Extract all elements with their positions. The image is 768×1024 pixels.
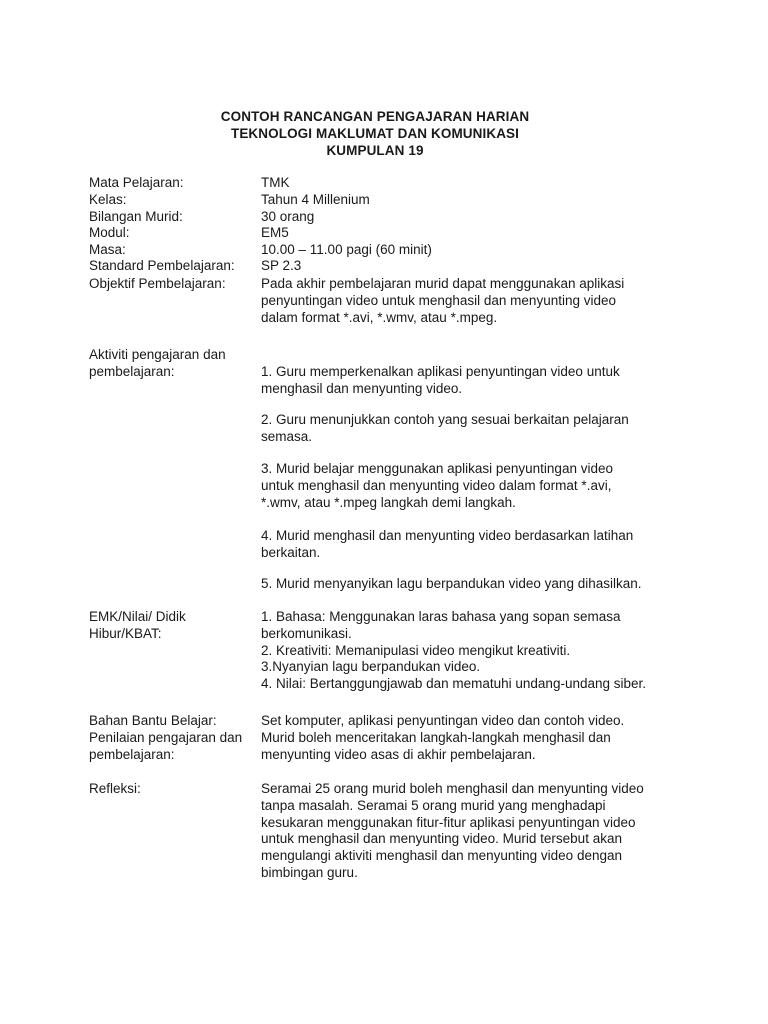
title-line-3: KUMPULAN 19 <box>326 143 424 158</box>
mata-pelajaran-label: Mata Pelajaran: <box>89 175 184 190</box>
refleksi-value: Seramai 25 orang murid boleh menghasil dan menyunting video tanpa masalah. Seramai 5 orang murid yang menghadapi kesukaran menggunakan fitur-fitur aplikasi penyuntingan video untuk menghasil dan menyunting video. Murid tersebut akan mengulangi aktiviti menghasil dan menyunting video dengan bimbingan guru. <box>261 781 644 880</box>
refleksi-label: Refleksi: <box>89 781 141 796</box>
modul-value: EM5 <box>261 225 289 240</box>
masa-value: 10.00 – 11.00 pagi (60 minit) <box>261 242 432 257</box>
bilangan-murid-label: Bilangan Murid: <box>89 209 183 224</box>
document-title <box>0 108 750 159</box>
objektif-label: Objektif Pembelajaran: <box>89 276 226 291</box>
aktiviti-step-4-text: 4. Murid menghasil dan menyunting video berdasarkan latihan berkaitan. <box>261 528 634 560</box>
kelas-label: Kelas: <box>89 192 127 207</box>
emk-label: EMK/Nilai/ Didik Hibur/KBAT: <box>89 609 186 641</box>
masa-label: Masa: <box>89 242 126 257</box>
aktiviti-step-5-text: 5. Murid menyanyikan lagu berpandukan video yang dihasilkan. <box>261 576 642 591</box>
kelas-value: Tahun 4 Millenium <box>261 192 370 207</box>
bahan-label: Bahan Bantu Belajar: Penilaian pengajaran dan pembelajaran: <box>89 713 243 762</box>
title-line-2: TEKNOLOGI MAKLUMAT DAN KOMUNIKASI <box>230 126 520 141</box>
standard-label: Standard Pembelajaran: <box>89 258 235 273</box>
modul-label: Modul: <box>89 225 130 240</box>
aktiviti-step-1-text: 1. Guru memperkenalkan aplikasi penyuntingan video untuk menghasil dan menyunting video. <box>261 364 620 396</box>
bilangan-murid-value: 30 orang <box>261 209 315 224</box>
aktiviti-step-3-text: 3. Murid belajar menggunakan aplikasi penyuntingan video untuk menghasil dan menyunting video dalam format *.avi, *.wmv, atau *.mpeg langkah demi langkah. <box>261 461 613 510</box>
standard-value: SP 2.3 <box>261 258 302 273</box>
aktiviti-label: Aktiviti pengajaran dan pembelajaran: <box>89 347 226 379</box>
emk-value: 1. Bahasa: Menggunakan laras bahasa yang sopan semasa berkomunikasi. 2. Kreativiti: Memanipulasi video mengikut kreativiti. 3.Nyanyian lagu berpandukan video. 4. Nilai: Bertanggungjawab dan mematuhi undang-undang siber. <box>261 609 647 692</box>
title-line-1: CONTOH RANCANGAN PENGAJARAN HARIAN <box>220 109 530 124</box>
aktiviti-step-2-text: 2. Guru menunjukkan contoh yang sesuai berkaitan pelajaran semasa. <box>261 412 629 444</box>
objektif-value: Pada akhir pembelajaran murid dapat menggunakan aplikasi penyuntingan video untuk menghasil dan menyunting video dalam format *.avi, *.wmv, atau *.mpeg. <box>261 276 625 325</box>
bahan-value: Set komputer, aplikasi penyuntingan video dan contoh video. Murid boleh menceritakan langkah-langkah menghasil dan menyunting video asas di akhir pembelajaran. <box>261 713 625 762</box>
mata-pelajaran-value: TMK <box>261 175 290 190</box>
